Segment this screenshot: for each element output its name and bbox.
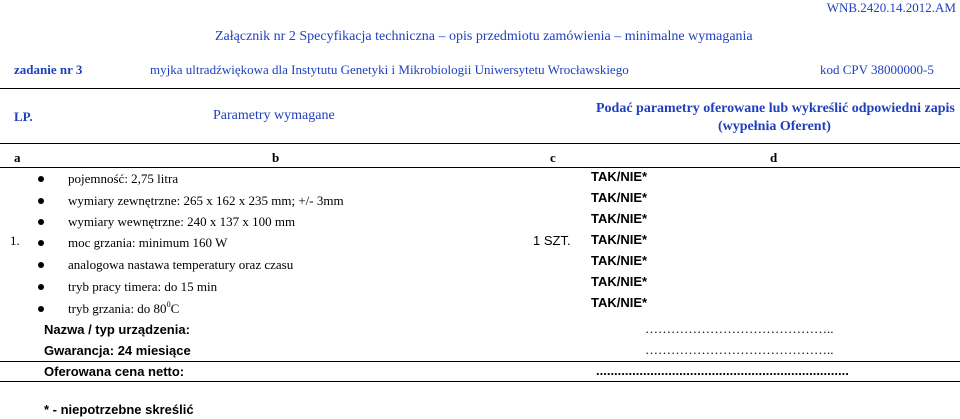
item-text-unit: C	[170, 301, 180, 316]
column-a: a	[14, 150, 21, 165]
column-b: b	[272, 150, 280, 165]
header-params: Parametry wymagane	[213, 108, 335, 123]
header-offer-line1: Podać parametry oferowane lub wykreślić odpowiedni zapis	[596, 101, 955, 116]
item-text: wymiary zewnętrzne: 265 x 162 x 235 mm; +/- 3mm	[68, 193, 344, 208]
net-price-field[interactable]: ......................................................................	[596, 363, 849, 378]
cpv-code: kod CPV 38000000-5	[820, 62, 934, 77]
row-number: 1.	[10, 233, 20, 248]
table-bottom-border	[0, 381, 960, 382]
table-top-border	[0, 88, 960, 89]
header-lp: LP.	[14, 109, 33, 124]
item-text: tryb pracy timera: do 15 min	[68, 279, 218, 294]
warranty-field[interactable]: ……………………………………..	[645, 342, 834, 357]
bullet-icon	[38, 240, 44, 246]
warranty-label: Gwarancja: 24 miesiące	[44, 343, 191, 358]
item-text	[68, 300, 179, 318]
degree-superscript: 0	[166, 300, 171, 309]
task-label: zadanie nr 3	[14, 62, 83, 77]
bullet-icon	[38, 198, 44, 204]
header-offer-line2: (wypełnia Oferent)	[718, 119, 831, 134]
document-reference: WNB.2420.14.2012.AM	[826, 0, 956, 15]
column-c: c	[550, 150, 556, 165]
answer-choice[interactable]: TAK/NIE*	[591, 295, 648, 310]
answer-choice[interactable]: TAK/NIE*	[591, 274, 648, 289]
answer-choice[interactable]: TAK/NIE*	[591, 211, 648, 226]
column-d: d	[770, 150, 778, 165]
row-bottom-border	[0, 361, 960, 362]
answer-choice[interactable]: TAK/NIE*	[591, 190, 648, 205]
page-title: Załącznik nr 2 Specyfikacja techniczna – opis przedmiotu zamówienia – minimalne wymagania	[215, 29, 753, 44]
bullet-icon	[38, 284, 44, 290]
bullet-icon	[38, 306, 44, 312]
column-divider	[0, 167, 960, 168]
bullet-icon	[38, 262, 44, 268]
net-price-label: Oferowana cena netto:	[44, 364, 185, 379]
device-name-label: Nazwa / typ urządzenia:	[44, 322, 190, 337]
bullet-icon	[38, 176, 44, 182]
device-name-field[interactable]: ……………………………………..	[645, 321, 834, 336]
row-quantity: 1 SZT.	[533, 233, 571, 248]
answer-choice[interactable]: TAK/NIE*	[591, 232, 648, 247]
answer-choice[interactable]: TAK/NIE*	[591, 253, 648, 268]
item-text: moc grzania: minimum 160 W	[68, 235, 228, 250]
task-title: myjka ultradźwiękowa dla Instytutu Genetyki i Mikrobiologii Uniwersytetu Wrocławskiego	[150, 62, 629, 77]
answer-choice[interactable]: TAK/NIE*	[591, 169, 648, 184]
item-text: analogowa nastawa temperatury oraz czasu	[68, 257, 294, 272]
item-text: wymiary wewnętrzne: 240 x 137 x 100 mm	[68, 214, 296, 229]
item-text: pojemność: 2,75 litra	[68, 171, 179, 186]
header-divider	[0, 143, 960, 144]
footnote: * - niepotrzebne skreślić	[44, 402, 194, 417]
bullet-icon	[38, 219, 44, 225]
item-text-main: tryb grzania: do 80	[68, 301, 167, 316]
